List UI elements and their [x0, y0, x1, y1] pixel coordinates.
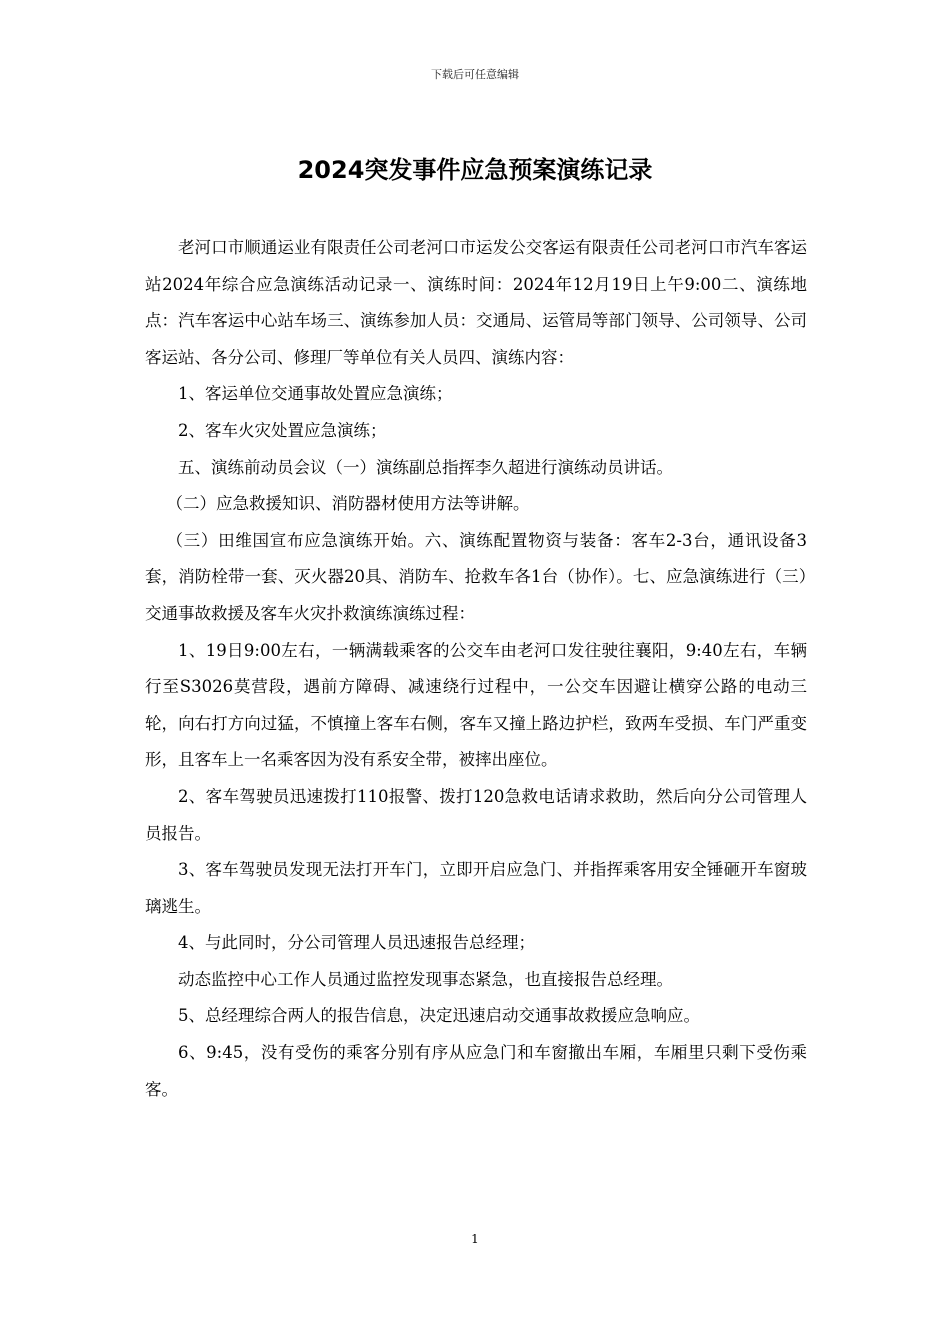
page-number: 1: [471, 1232, 479, 1246]
paragraph-intro: 老河口市顺通运业有限责任公司老河口市运发公交客运有限责任公司老河口市汽车客运站2024年综合应急演练活动记录一、演练时间：2024年12月19日上午9:00二、演练地点：汽车客运中心站车场三、演练参加人员：交通局、运管局等部门领导、公司领导、公司客运站、各分公司、修理厂等单位有关人员四、演练内容：: [145, 238, 807, 367]
paragraph-process-4b: 动态监控中心工作人员通过监控发现事态紧急，也直接报告总经理。: [178, 969, 673, 989]
paragraph-section-5-2: （二）应急救援知识、消防器材使用方法等讲解。: [166, 494, 530, 514]
paragraph-section-5: 五、演练前动员会议（一）演练副总指挥李久超进行演练动员讲话。: [178, 457, 673, 477]
paragraph-process-2: 2、客车驾驶员迅速拨打110报警、拨打120急救电话请求救助，然后向分公司管理人员报告。: [145, 786, 807, 843]
document-title: 2024突发事件应急预案演练记录: [297, 156, 653, 184]
paragraph-process-4: 4、与此同时，分公司管理人员迅速报告总经理；: [178, 933, 535, 953]
paragraph-process-3: 3、客车驾驶员发现无法打开车门，立即开启应急门、并指挥乘客用安全锤砸开车窗玻璃逃生。: [145, 860, 807, 916]
paragraph-item-1: 1、客运单位交通事故处置应急演练；: [178, 384, 453, 404]
paragraph-item-2: 2、客车火灾处置应急演练；: [178, 420, 387, 440]
paragraph-process-1: 1、19日9:00左右，一辆满载乘客的公交车由老河口发往驶往襄阳，9:40左右，车辆行至S3026莫营段，遇前方障碍、减速绕行过程中，一公交车因避让横穿公路的电动三轮，向右打方向过猛，不慎撞上客车右侧，客车又撞上路边护栏，致两车受损、车门严重变形，且客车上一名乘客因为没有系安全带，被摔出座位。: [145, 640, 807, 770]
paragraph-section-5-3: （三）田维国宣布应急演练开始。六、演练配置物资与装备：客车2-3台，通讯设备3套，消防栓带一套、灭火器20具、消防车、抢救车各1台（协作）。七、应急演练进行（三）交通事故救援及客车火灾扑救演练演练过程：: [145, 530, 807, 623]
header-note: 下载后可任意编辑: [431, 68, 519, 81]
paragraph-process-6: 6、9:45，没有受伤的乘客分别有序从应急门和车窗撤出车厢，车厢里只剩下受伤乘客。: [145, 1043, 807, 1099]
paragraph-process-5: 5、总经理综合两人的报告信息，决定迅速启动交通事故救援应急响应。: [178, 1006, 700, 1026]
document-body: [145, 230, 807, 1108]
